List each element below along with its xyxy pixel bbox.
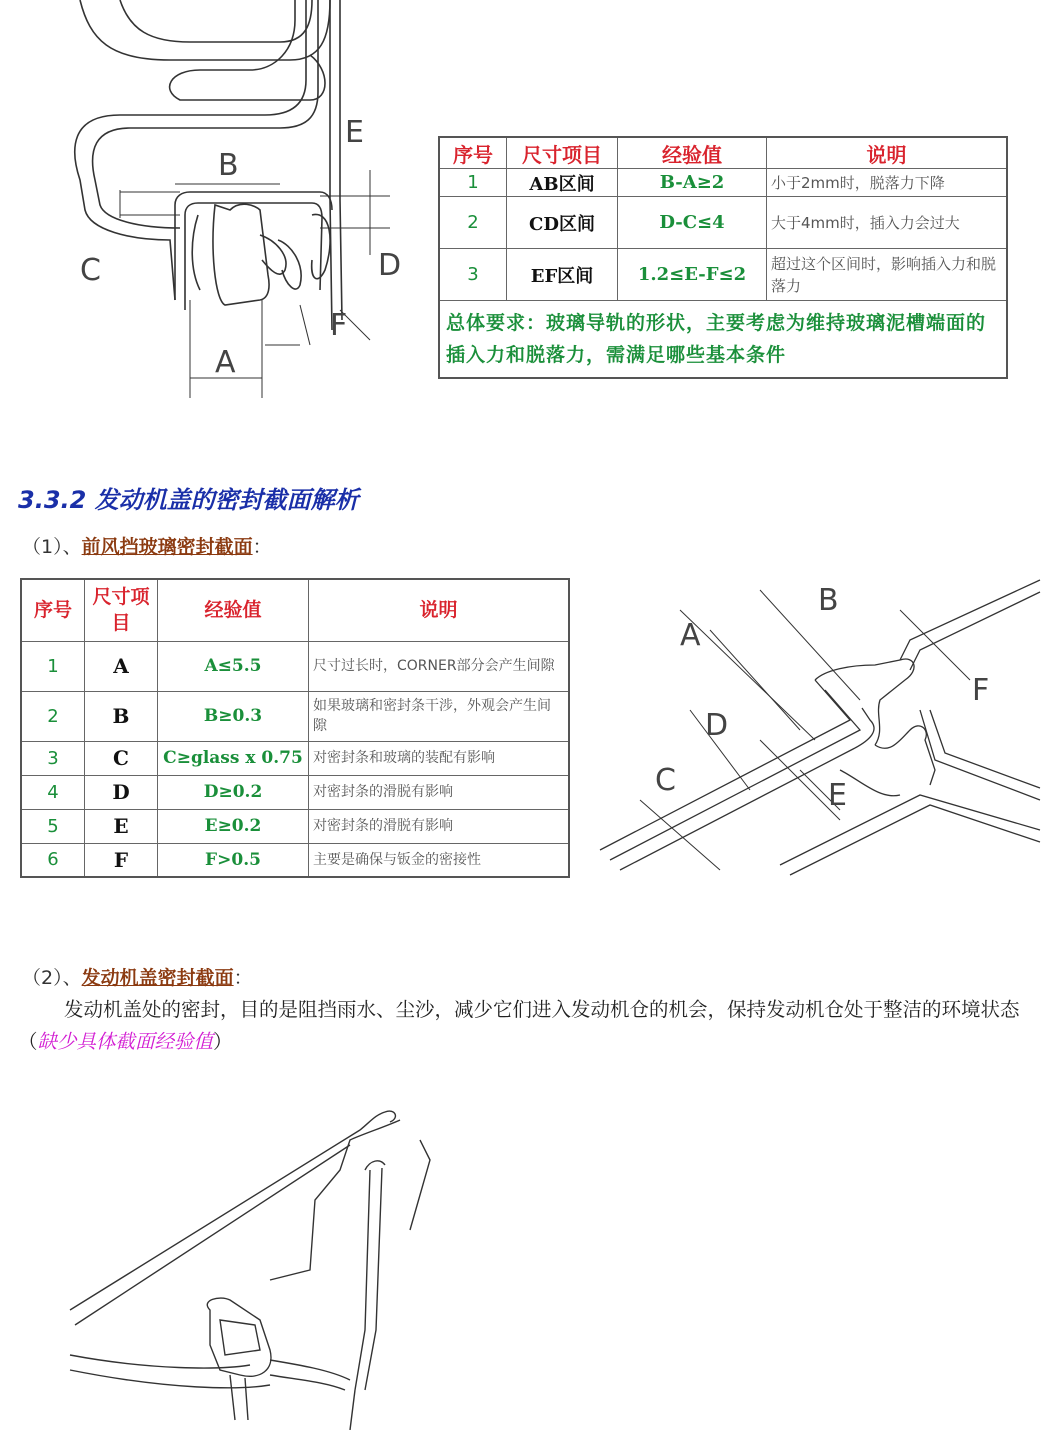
row-no: 3 [439,249,507,301]
row-no: 3 [21,741,85,775]
header-value: 经验值 [618,137,767,169]
row-value: F>0.5 [158,843,309,877]
row-value: B-A≥2 [618,169,767,197]
dim-label-b: B [818,583,839,618]
subsection-2-suffix: ： [233,967,253,989]
dim-label-a: A [680,618,701,653]
missing-value-note: 缺少具体截面经验值 [37,1030,214,1053]
subsection-2-prefix: （2）、 [22,967,82,989]
dim-label-d: D [705,708,729,743]
row-item: D [85,775,158,809]
dim-label-f: F [972,673,990,708]
row-no: 1 [439,169,507,197]
row-desc: 主要是确保与钣金的密接性 [309,843,570,877]
subsection-2-title [22,963,253,990]
row-item: C [85,741,158,775]
row-desc: 小于2mm时，脱落力下降 [767,169,1008,197]
row-item: A [85,641,158,691]
subsection-1-title [22,532,272,559]
dim-label-b: B [218,148,239,183]
row-no: 6 [21,843,85,877]
row-desc: 对密封条和玻璃的装配有影响 [309,741,570,775]
row-item: E [85,809,158,843]
header-value: 经验值 [158,579,309,641]
row-desc: 超过这个区间时，影响插入力和脱落力 [767,249,1008,301]
windshield-seal-section-diagram [600,570,1040,890]
table-row [439,249,1007,301]
header-no: 序号 [439,137,507,169]
dim-label-e: E [828,778,847,813]
subsection-1-prefix: （1）、 [22,536,82,558]
row-value: B≥0.3 [158,691,309,741]
row-value: C≥glass x 0.75 [158,741,309,775]
row-item: CD区间 [507,197,618,249]
header-desc: 说明 [309,579,570,641]
dim-label-c: C [655,763,676,798]
row-value: E≥0.2 [158,809,309,843]
row-desc: 尺寸过长时，CORNER部分会产生间隙 [309,641,570,691]
table-row [21,775,569,809]
row-no: 2 [439,197,507,249]
row-item: EF区间 [507,249,618,301]
row-no: 4 [21,775,85,809]
header-item: 尺寸项目 [507,137,618,169]
dim-label-a: A [215,345,236,380]
section-heading: 3.3.2 发动机盖的密封截面解析 [18,486,359,514]
header-no: 序号 [21,579,85,641]
dim-label-f: F [330,308,348,343]
header-desc: 说明 [767,137,1008,169]
table-row [21,741,569,775]
table-row [439,197,1007,249]
glass-run-section-diagram [50,0,470,420]
row-value: 1.2≤E-F≤2 [618,249,767,301]
summary-text: 总体要求：玻璃导轨的形状，主要考虑为维持玻璃泥槽端面的插入力和脱落力，需满足哪些基本条件 [439,301,1007,379]
dim-label-c: C [80,253,101,288]
row-desc: 如果玻璃和密封条干涉，外观会产生间隙 [309,691,570,741]
dim-label-d: D [378,248,402,283]
row-desc: 大于4mm时，插入力会过大 [767,197,1008,249]
row-no: 1 [21,641,85,691]
row-desc: 对密封条的滑脱有影响 [309,775,570,809]
dim-label-e: E [345,115,364,150]
subsection-1-suffix: ： [252,536,272,558]
table-row [21,691,569,741]
row-no: 2 [21,691,85,741]
hood-seal-paragraph [18,994,1028,1058]
paragraph-text: 发动机盖处的密封，目的是阻挡雨水、尘沙，减少它们进入发动机仓的机会，保持发动机仓处于整洁的环境状态（ [18,998,1020,1053]
row-value: D≥0.2 [158,775,309,809]
row-value: D-C≤4 [618,197,767,249]
row-item: AB区间 [507,169,618,197]
row-item: F [85,843,158,877]
row-value: A≤5.5 [158,641,309,691]
table-row [21,843,569,877]
glass-run-dimension-table [438,136,1008,379]
hood-seal-section-diagram [70,1090,450,1430]
table-row [21,641,569,691]
row-desc: 对密封条的滑脱有影响 [309,809,570,843]
table-header-row [439,137,1007,169]
row-no: 5 [21,809,85,843]
table-row [21,809,569,843]
table-summary-row [439,301,1007,379]
paragraph-end: ） [213,1030,233,1053]
table-row [439,169,1007,197]
header-item: 尺寸项目 [85,579,158,641]
subsection-2-link: 发动机盖密封截面 [81,967,234,989]
subsection-1-link: 前风挡玻璃密封截面 [81,536,253,558]
windshield-seal-dimension-table [20,578,570,878]
row-item: B [85,691,158,741]
table-header-row [21,579,569,641]
